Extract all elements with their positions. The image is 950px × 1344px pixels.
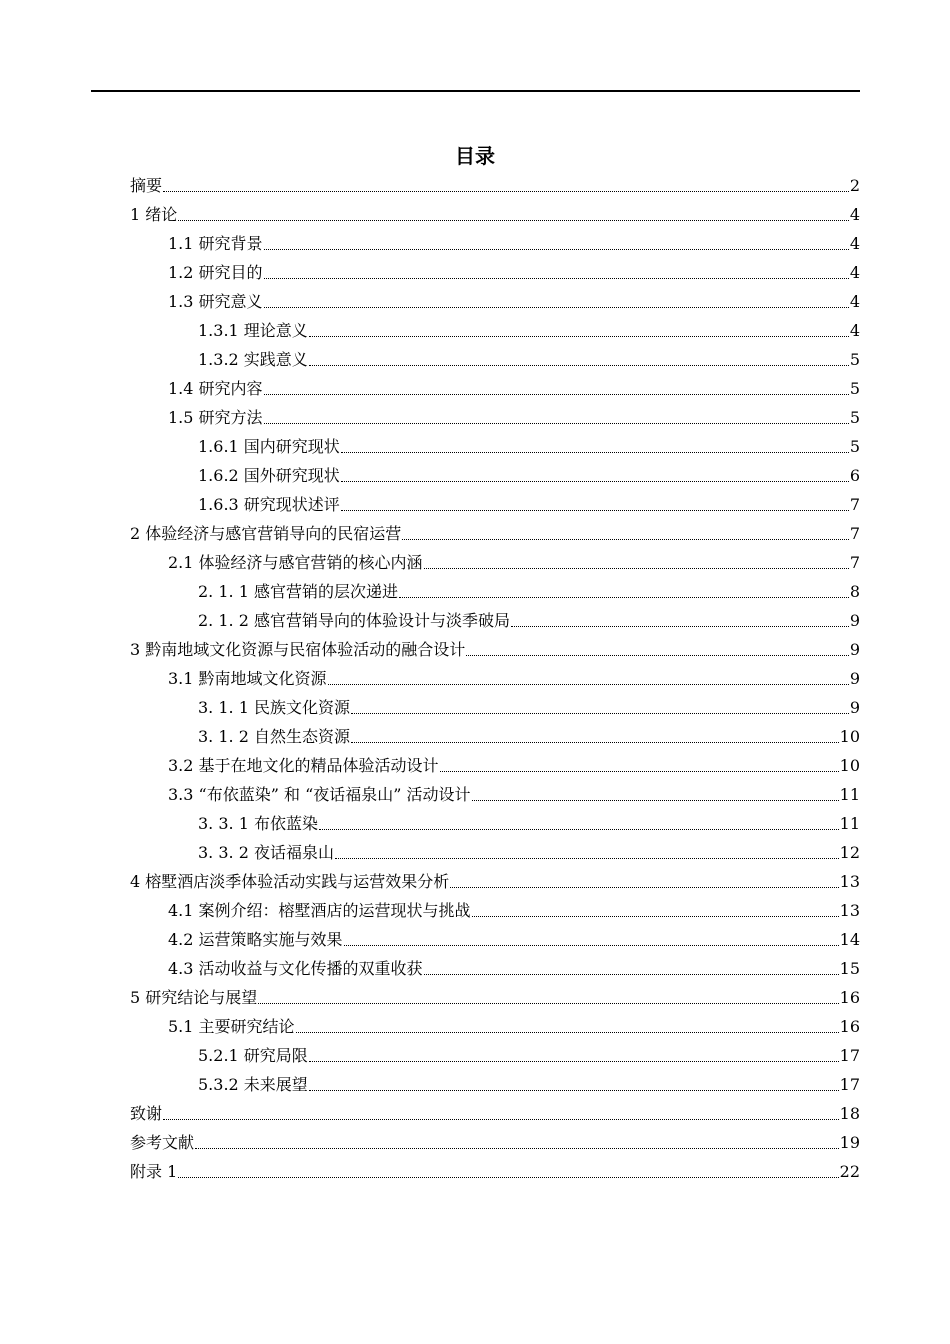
toc-entry-label: 3 黔南地域文化资源与民宿体验活动的融合设计 xyxy=(130,640,466,659)
toc-entry-label: 1.6.2 国外研究现状 xyxy=(198,466,340,485)
toc-dot-leader xyxy=(466,655,849,656)
toc-dot-leader xyxy=(399,597,849,598)
toc-entry-label: 致谢 xyxy=(130,1104,163,1123)
toc-dot-leader xyxy=(309,365,849,366)
toc-entry-label: 1.5 研究方法 xyxy=(168,408,263,427)
toc-dot-leader xyxy=(351,742,839,743)
toc-entry[interactable] xyxy=(130,519,860,548)
toc-entry-page-number: 10 xyxy=(839,727,860,746)
toc-entry[interactable] xyxy=(130,954,860,983)
toc-entry[interactable] xyxy=(130,983,860,1012)
toc-entry-page-number: 2 xyxy=(849,176,860,195)
toc-entry-page-number: 6 xyxy=(849,466,860,485)
toc-entry[interactable] xyxy=(130,229,860,258)
toc-entry[interactable] xyxy=(130,490,860,519)
toc-entry-page-number: 7 xyxy=(849,524,860,543)
toc-entry-page-number: 13 xyxy=(839,872,860,891)
toc-dot-leader xyxy=(341,481,849,482)
toc-entry[interactable] xyxy=(130,635,860,664)
toc-entry-label: 1.4 研究内容 xyxy=(168,379,263,398)
toc-dot-leader xyxy=(472,916,839,917)
toc-dot-leader xyxy=(319,829,839,830)
toc-entry-page-number: 12 xyxy=(839,843,860,862)
toc-entry[interactable] xyxy=(130,1128,860,1157)
toc-entry-page-number: 5 xyxy=(849,350,860,369)
toc-entry[interactable] xyxy=(130,780,860,809)
toc-dot-leader xyxy=(424,974,839,975)
toc-entry[interactable] xyxy=(130,1157,860,1186)
toc-entry-label: 3.1 黔南地域文化资源 xyxy=(168,669,327,688)
toc-entry-page-number: 4 xyxy=(849,234,860,253)
toc-entry-label: 4.2 运营策略实施与效果 xyxy=(168,930,343,949)
toc-entry-page-number: 7 xyxy=(849,553,860,572)
toc-title: 目录 xyxy=(455,144,495,168)
toc-dot-leader xyxy=(178,220,849,221)
toc-dot-leader xyxy=(309,1061,839,1062)
toc-entry-page-number: 17 xyxy=(839,1075,860,1094)
toc-entry-page-number: 4 xyxy=(849,292,860,311)
toc-entry[interactable] xyxy=(130,374,860,403)
toc-dot-leader xyxy=(511,626,849,627)
toc-entry[interactable] xyxy=(130,896,860,925)
toc-entry-page-number: 5 xyxy=(849,408,860,427)
toc-entry[interactable] xyxy=(130,548,860,577)
toc-entry[interactable] xyxy=(130,1070,860,1099)
toc-entry-label: 4 榕墅酒店淡季体验活动实践与运营效果分析 xyxy=(130,872,450,891)
toc-entry[interactable] xyxy=(130,432,860,461)
toc-entry-page-number: 5 xyxy=(849,437,860,456)
toc-list xyxy=(130,171,860,1186)
toc-entry-label: 2. 1. 2 感官营销导向的体验设计与淡季破局 xyxy=(198,611,510,630)
toc-entry[interactable] xyxy=(130,838,860,867)
toc-entry-label: 1.3.1 理论意义 xyxy=(198,321,308,340)
toc-entry[interactable] xyxy=(130,925,860,954)
toc-entry-page-number: 9 xyxy=(849,611,860,630)
toc-entry-label: 2 体验经济与感官营销导向的民宿运营 xyxy=(130,524,402,543)
toc-entry[interactable] xyxy=(130,577,860,606)
toc-dot-leader xyxy=(178,1177,838,1178)
toc-entry-label: 摘要 xyxy=(130,176,163,195)
toc-dot-leader xyxy=(440,771,839,772)
toc-dot-leader xyxy=(450,887,838,888)
toc-dot-leader xyxy=(335,858,839,859)
toc-dot-leader xyxy=(296,1032,839,1033)
toc-entry-label: 5.1 主要研究结论 xyxy=(168,1017,295,1036)
toc-entry[interactable] xyxy=(130,316,860,345)
toc-entry-label: 1 绪论 xyxy=(130,205,178,224)
toc-entry[interactable] xyxy=(130,287,860,316)
toc-entry-label: 2. 1. 1 感官营销的层次递进 xyxy=(198,582,398,601)
toc-dot-leader xyxy=(163,1119,839,1120)
toc-entry[interactable] xyxy=(130,809,860,838)
toc-entry-page-number: 10 xyxy=(839,756,860,775)
toc-entry[interactable] xyxy=(130,258,860,287)
toc-entry-page-number: 17 xyxy=(839,1046,860,1065)
toc-dot-leader xyxy=(424,568,849,569)
toc-entry-page-number: 8 xyxy=(849,582,860,601)
toc-dot-leader xyxy=(264,249,849,250)
toc-entry[interactable] xyxy=(130,693,860,722)
toc-entry-page-number: 11 xyxy=(839,785,860,804)
toc-entry-label: 1.1 研究背景 xyxy=(168,234,263,253)
toc-entry-page-number: 22 xyxy=(839,1162,860,1181)
toc-dot-leader xyxy=(344,945,839,946)
toc-entry-label: 4.1 案例介绍：榕墅酒店的运营现状与挑战 xyxy=(168,901,471,920)
toc-dot-leader xyxy=(341,452,849,453)
toc-entry-page-number: 16 xyxy=(839,988,860,1007)
toc-entry-page-number: 11 xyxy=(839,814,860,833)
toc-entry-label: 5.3.2 未来展望 xyxy=(198,1075,308,1094)
toc-entry-page-number: 9 xyxy=(849,669,860,688)
toc-dot-leader xyxy=(163,191,849,192)
toc-entry-page-number: 4 xyxy=(849,321,860,340)
toc-entry-page-number: 18 xyxy=(839,1104,860,1123)
toc-dot-leader xyxy=(309,336,849,337)
toc-entry[interactable] xyxy=(130,403,860,432)
header-rule xyxy=(91,90,860,92)
toc-dot-leader xyxy=(351,713,849,714)
toc-dot-leader xyxy=(328,684,849,685)
toc-dot-leader xyxy=(264,307,849,308)
toc-dot-leader xyxy=(264,278,849,279)
toc-entry-label: 附录 1 xyxy=(130,1162,178,1181)
toc-entry[interactable] xyxy=(130,606,860,635)
toc-entry-page-number: 14 xyxy=(839,930,860,949)
toc-entry-label: 3.2 基于在地文化的精品体验活动设计 xyxy=(168,756,439,775)
toc-entry-label: 3. 3. 1 布依蓝染 xyxy=(198,814,318,833)
toc-entry-label: 3. 1. 2 自然生态资源 xyxy=(198,727,350,746)
toc-entry[interactable] xyxy=(130,664,860,693)
toc-dot-leader xyxy=(472,800,839,801)
toc-entry[interactable] xyxy=(130,461,860,490)
toc-entry-page-number: 5 xyxy=(849,379,860,398)
toc-entry-label: 参考文献 xyxy=(130,1133,195,1152)
toc-entry[interactable] xyxy=(130,345,860,374)
toc-entry-page-number: 15 xyxy=(839,959,860,978)
toc-entry-page-number: 7 xyxy=(849,495,860,514)
toc-entry-label: 3. 1. 1 民族文化资源 xyxy=(198,698,350,717)
toc-entry[interactable] xyxy=(130,751,860,780)
toc-entry[interactable] xyxy=(130,171,860,200)
toc-entry[interactable] xyxy=(130,1012,860,1041)
toc-dot-leader xyxy=(309,1090,839,1091)
toc-entry-page-number: 4 xyxy=(849,205,860,224)
toc-entry-page-number: 4 xyxy=(849,263,860,282)
toc-entry-label: 3. 3. 2 夜话福泉山 xyxy=(198,843,334,862)
toc-entry[interactable] xyxy=(130,200,860,229)
toc-dot-leader xyxy=(195,1148,839,1149)
toc-entry-label: 1.6.1 国内研究现状 xyxy=(198,437,340,456)
toc-entry-page-number: 16 xyxy=(839,1017,860,1036)
toc-entry-label: 3.3 “布依蓝染” 和 “夜话福泉山” 活动设计 xyxy=(168,785,471,804)
toc-entry[interactable] xyxy=(130,1099,860,1128)
toc-entry-label: 1.2 研究目的 xyxy=(168,263,263,282)
toc-entry-label: 2.1 体验经济与感官营销的核心内涵 xyxy=(168,553,423,572)
toc-entry-page-number: 9 xyxy=(849,640,860,659)
toc-entry-label: 1.6.3 研究现状述评 xyxy=(198,495,340,514)
toc-dot-leader xyxy=(258,1003,838,1004)
toc-entry[interactable] xyxy=(130,1041,860,1070)
toc-dot-leader xyxy=(264,394,849,395)
toc-entry-label: 4.3 活动收益与文化传播的双重收获 xyxy=(168,959,423,978)
toc-entry[interactable] xyxy=(130,867,860,896)
toc-dot-leader xyxy=(264,423,849,424)
toc-entry-page-number: 13 xyxy=(839,901,860,920)
toc-entry-label: 1.3 研究意义 xyxy=(168,292,263,311)
toc-entry-label: 5.2.1 研究局限 xyxy=(198,1046,308,1065)
toc-dot-leader xyxy=(402,539,849,540)
toc-entry-label: 5 研究结论与展望 xyxy=(130,988,258,1007)
toc-entry[interactable] xyxy=(130,722,860,751)
toc-entry-page-number: 9 xyxy=(849,698,860,717)
toc-dot-leader xyxy=(341,510,849,511)
toc-entry-page-number: 19 xyxy=(839,1133,860,1152)
toc-entry-label: 1.3.2 实践意义 xyxy=(198,350,308,369)
